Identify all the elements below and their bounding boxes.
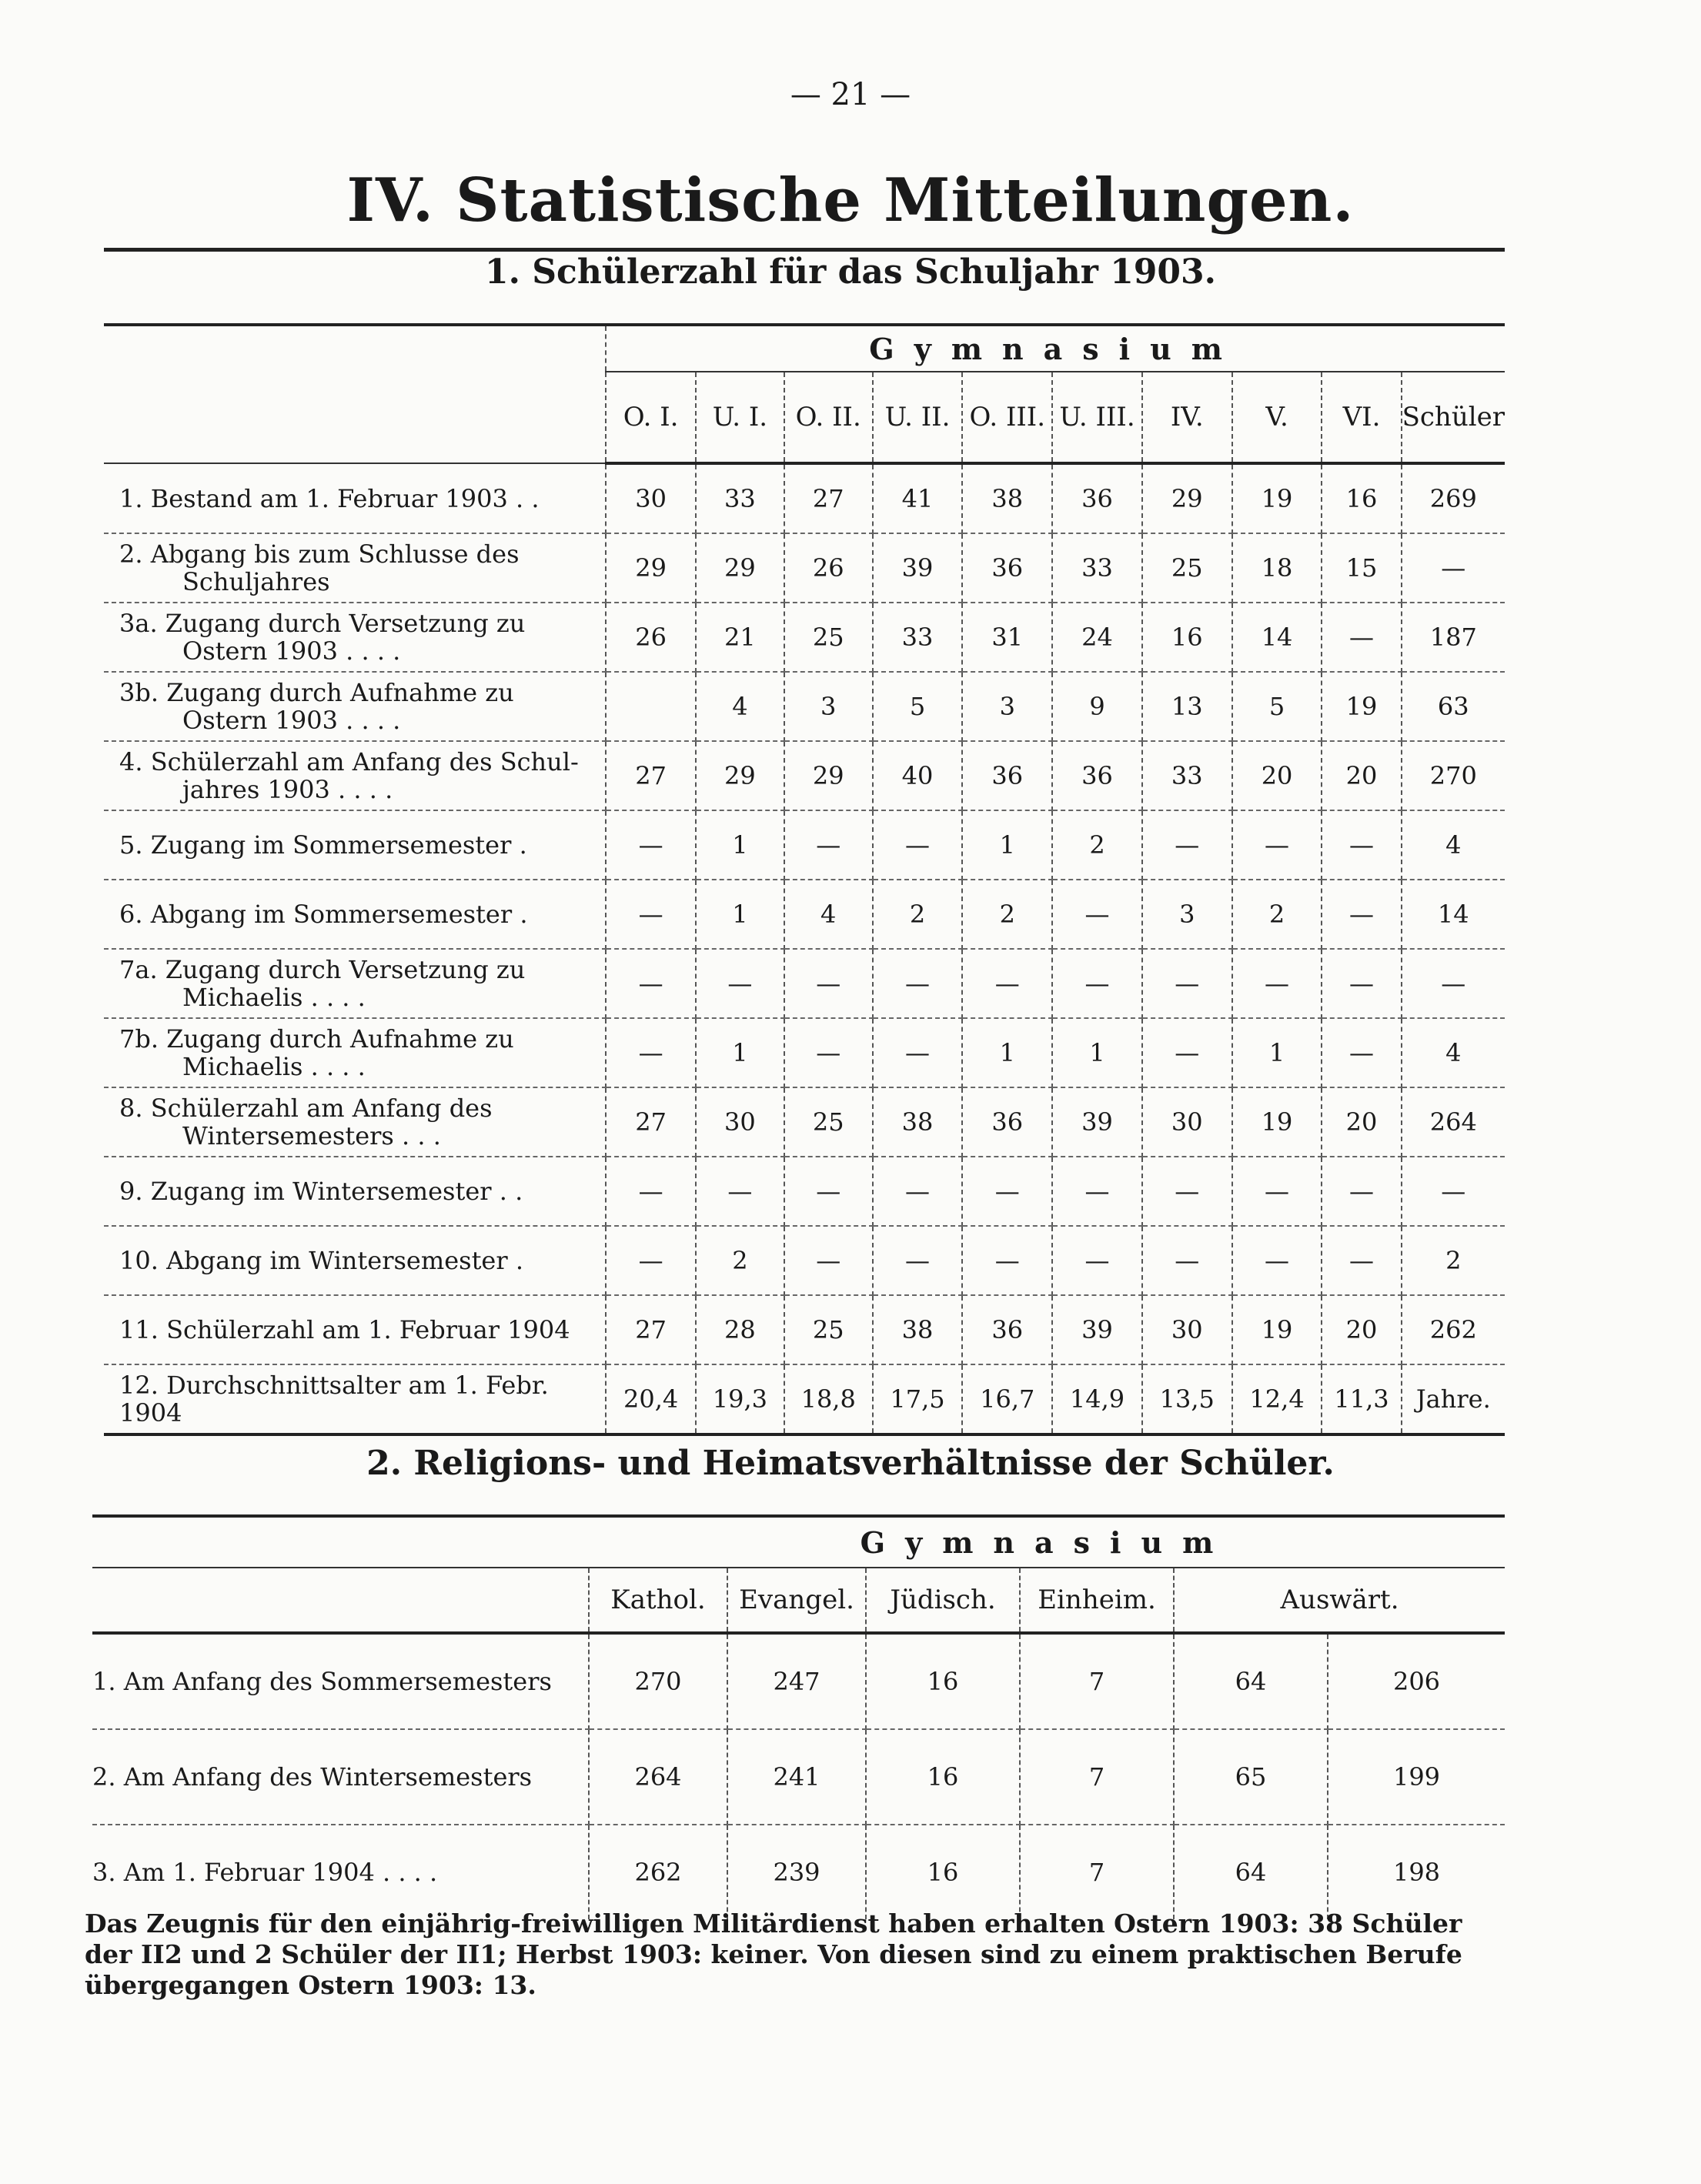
table-row	[104, 741, 1505, 810]
table-cell: 63	[1402, 672, 1505, 741]
table-row	[104, 1295, 1505, 1364]
table-cell: 16	[1322, 463, 1401, 533]
row-label-line: 11. Schülerzahl am 1. Februar 1904	[119, 1315, 570, 1344]
table-cell: —	[606, 1157, 696, 1226]
row-label-line: 9. Zugang im Wintersemester . .	[119, 1177, 523, 1206]
row-label: 3. Am 1. Februar 1904 . . . .	[92, 1825, 589, 1919]
table-row	[104, 1018, 1505, 1087]
table-cell: 1	[1052, 1018, 1142, 1087]
table-cell: 4	[1402, 1018, 1505, 1087]
row-label	[104, 880, 606, 949]
table-cell: 19	[1322, 672, 1401, 741]
table-cell: 264	[1402, 1087, 1505, 1157]
row-label-line: 1. Bestand am 1. Februar 1903 . .	[119, 483, 540, 513]
row-label-line: 3b. Zugang durch Aufnahme zu	[119, 678, 514, 707]
table-cell: 25	[1142, 533, 1232, 603]
table-cell: 5	[873, 672, 963, 741]
row-label-line: jahres 1903 . . . .	[182, 775, 393, 804]
table-cell: 16	[866, 1729, 1020, 1825]
column-header: Kathol.	[589, 1568, 727, 1633]
table-cell: —	[606, 1018, 696, 1087]
table-cell: —	[1402, 533, 1505, 603]
table-cell: —	[784, 1226, 873, 1295]
table-cell: 14,9	[1052, 1364, 1142, 1434]
page-number: — 21 —	[790, 77, 911, 112]
table-cell: 36	[962, 1295, 1052, 1364]
row-label-header-blank	[92, 1568, 589, 1633]
table-cell: —	[962, 949, 1052, 1018]
row-label	[104, 533, 606, 603]
table-cell: 36	[1052, 463, 1142, 533]
table-cell: 1	[696, 810, 784, 880]
table-cell: 26	[606, 603, 696, 672]
table-cell: 20	[1322, 1295, 1401, 1364]
table-cell: 36	[962, 741, 1052, 810]
table-cell: 39	[1052, 1087, 1142, 1157]
table-cell: 20,4	[606, 1364, 696, 1434]
table-cell	[606, 672, 696, 741]
table-row	[92, 1633, 1505, 1729]
table-cell: 15	[1322, 533, 1401, 603]
row-label-line: 5. Zugang im Sommersemester .	[119, 830, 527, 860]
table-cell: 25	[784, 1295, 873, 1364]
row-label	[104, 1364, 606, 1434]
row-label	[104, 810, 606, 880]
table-cell: —	[1322, 880, 1401, 949]
row-label	[104, 1087, 606, 1157]
table-cell: —	[1322, 1226, 1401, 1295]
table-cell: 29	[1142, 463, 1232, 533]
table-cell: 38	[873, 1087, 963, 1157]
table-cell: 36	[962, 533, 1052, 603]
table-cell: 16,7	[962, 1364, 1052, 1434]
table-cell: 4	[1402, 810, 1505, 880]
table-cell: —	[1232, 810, 1322, 880]
table-cell: —	[696, 949, 784, 1018]
table-cell: 64	[1174, 1633, 1328, 1729]
table-cell: —	[1052, 880, 1142, 949]
table-cell: 28	[696, 1295, 784, 1364]
table-cell: —	[1232, 1157, 1322, 1226]
table-cell: 1	[696, 880, 784, 949]
note-paragraph: Das Zeugnis für den einjährig-freiwilligen Militärdienst haben erhalten Ostern 1903: 38 Schüler der II2 und 2 Schüler der II1; Herbst 1903: keiner. Von diesen sind zu einem praktischen Berufe übergegangen Ostern 1903: 13.	[85, 1908, 1462, 2000]
group-header: Gymnasium	[606, 325, 1505, 372]
table-cell: 4	[696, 672, 784, 741]
table-cell: 262	[589, 1825, 727, 1919]
column-header: O. I.	[606, 372, 696, 463]
title-rule	[104, 248, 1505, 252]
table-cell: 1	[962, 1018, 1052, 1087]
table-cell: —	[873, 949, 963, 1018]
table-cell: —	[1052, 949, 1142, 1018]
table-cell: —	[784, 1157, 873, 1226]
table-cell: 29	[696, 533, 784, 603]
row-label: 2. Am Anfang des Wintersemesters	[92, 1729, 589, 1825]
table-cell: 29	[606, 533, 696, 603]
column-header: Schüler	[1402, 372, 1505, 463]
row-label	[104, 603, 606, 672]
table-cell: 3	[962, 672, 1052, 741]
table-cell: 270	[1402, 741, 1505, 810]
table-cell: 3	[1142, 880, 1232, 949]
table-cell: 198	[1392, 1858, 1441, 1887]
table-cell: —	[606, 880, 696, 949]
table-row	[104, 463, 1505, 533]
table-cell: 25	[784, 603, 873, 672]
table-cell: 33	[873, 603, 963, 672]
table-cell: 5	[1232, 672, 1322, 741]
table-cell: 20	[1322, 741, 1401, 810]
table-row	[104, 1157, 1505, 1226]
table-cell: 30	[1142, 1087, 1232, 1157]
table-row	[104, 533, 1505, 603]
table-row	[104, 810, 1505, 880]
table-cell: 4	[784, 880, 873, 949]
table-cell: 13	[1142, 672, 1232, 741]
table-row	[104, 1364, 1505, 1434]
table-cell: —	[1322, 949, 1401, 1018]
row-label-line: 4. Schülerzahl am Anfang des Schul-	[119, 747, 579, 776]
table-cell: —	[1402, 949, 1505, 1018]
row-label-line: Ostern 1903 . . . .	[182, 706, 401, 735]
table-row	[104, 1087, 1505, 1157]
table-cell: 19	[1232, 1087, 1322, 1157]
table-cell: 27	[606, 741, 696, 810]
table-cell: —	[1052, 1226, 1142, 1295]
row-label-line: Michaelis . . . .	[182, 983, 366, 1012]
table-cell: 38	[962, 463, 1052, 533]
table-cell: 41	[873, 463, 963, 533]
row-label-line: Wintersemesters . . .	[182, 1121, 441, 1150]
table-cell: 270	[589, 1633, 727, 1729]
main-title: IV. Statistische Mitteilungen.	[346, 165, 1355, 235]
row-label: 1. Am Anfang des Sommersemesters	[92, 1633, 589, 1729]
table-cell: 36	[1052, 741, 1142, 810]
table-cell: 21	[696, 603, 784, 672]
row-label-line: Ostern 1903 . . . .	[182, 636, 401, 666]
table-cell: —	[1052, 1157, 1142, 1226]
group-header: Gymnasium	[589, 1516, 1505, 1568]
table-cell: 7	[1020, 1825, 1174, 1919]
table-cell: 18,8	[784, 1364, 873, 1434]
table-cell: —	[1142, 810, 1232, 880]
table-cell: 16	[866, 1633, 1020, 1729]
table-cell: 14	[1402, 880, 1505, 949]
table-cell: 241	[727, 1729, 866, 1825]
table-cell: —	[784, 949, 873, 1018]
table-cell: 206	[1328, 1633, 1505, 1729]
row-label-header	[104, 325, 606, 463]
table-cell: 14	[1232, 603, 1322, 672]
row-label	[104, 463, 606, 533]
table-cell: 64	[1174, 1825, 1328, 1919]
table-cell: —	[1142, 1157, 1232, 1226]
table-cell: —	[1402, 1157, 1505, 1226]
table-cell: —	[696, 1157, 784, 1226]
table-cell: 17,5	[873, 1364, 963, 1434]
table-cell: 239	[727, 1825, 866, 1919]
table-cell: 38	[873, 1295, 963, 1364]
table-cell: —	[1232, 1226, 1322, 1295]
table-cell: —	[784, 1018, 873, 1087]
student-count-table	[104, 323, 1505, 1436]
row-label-header	[92, 1516, 589, 1568]
row-label-line: 12. Durchschnittsalter am 1. Febr. 1904	[119, 1371, 549, 1428]
table-cell: 31	[962, 603, 1052, 672]
table-cell: 7	[1020, 1729, 1174, 1825]
column-header: Auswärt.	[1174, 1568, 1505, 1633]
table-cell: 2	[962, 880, 1052, 949]
table-cell: 269	[1402, 463, 1505, 533]
row-label-line: 3a. Zugang durch Versetzung zu	[119, 609, 526, 638]
row-label-line: 8. Schülerzahl am Anfang des	[119, 1094, 493, 1123]
table-cell: —	[873, 1226, 963, 1295]
table-cell: 19,3	[696, 1364, 784, 1434]
table-cell: 2	[1232, 880, 1322, 949]
table-cell: —	[873, 1157, 963, 1226]
row-label	[104, 949, 606, 1018]
column-header: O. II.	[784, 372, 873, 463]
table-cell: —	[606, 810, 696, 880]
table-cell: 33	[1142, 741, 1232, 810]
table-cell: 16	[1142, 603, 1232, 672]
row-label-line: 10. Abgang im Wintersemester .	[119, 1246, 523, 1275]
row-label-line: Schuljahres	[182, 567, 330, 596]
table-cell: 2	[873, 880, 963, 949]
table-cell: 20	[1322, 1087, 1401, 1157]
row-label-line: 7b. Zugang durch Aufnahme zu	[119, 1024, 514, 1054]
row-label	[104, 741, 606, 810]
table-cell: —	[1322, 1018, 1401, 1087]
table-cell: 40	[873, 741, 963, 810]
column-header: Jüdisch.	[866, 1568, 1020, 1633]
table-cell: —	[1142, 1226, 1232, 1295]
table-cell: —	[962, 1226, 1052, 1295]
table-row	[104, 880, 1505, 949]
table-cell: 262	[1402, 1295, 1505, 1364]
table-cell: 1	[962, 810, 1052, 880]
column-header: U. I.	[696, 372, 784, 463]
table-cell: —	[606, 1226, 696, 1295]
section1-title: 1. Schülerzahl für das Schuljahr 1903.	[485, 252, 1216, 292]
table-cell: 2	[1402, 1226, 1505, 1295]
row-label	[104, 1295, 606, 1364]
table-cell: 19	[1232, 1295, 1322, 1364]
table-cell: 39	[1052, 1295, 1142, 1364]
table-cell: 65	[1174, 1729, 1328, 1825]
column-header: U. II.	[873, 372, 963, 463]
column-header: IV.	[1142, 372, 1232, 463]
row-label	[104, 672, 606, 741]
table-cell: 29	[696, 741, 784, 810]
table-row	[92, 1825, 1505, 1919]
table-cell: —	[784, 810, 873, 880]
table-cell: —	[873, 810, 963, 880]
table-cell: —	[1322, 810, 1401, 880]
row-label-line: 6. Abgang im Sommersemester .	[119, 900, 528, 929]
table-cell: 30	[1142, 1295, 1232, 1364]
table-cell: 1	[1232, 1018, 1322, 1087]
row-label	[104, 1157, 606, 1226]
row-label	[104, 1018, 606, 1087]
table-cell: 2	[1052, 810, 1142, 880]
table-cell: 11,3	[1322, 1364, 1401, 1434]
table-cell: 187	[1402, 603, 1505, 672]
religion-table	[92, 1514, 1505, 1919]
table-cell: 18	[1232, 533, 1322, 603]
row-label-line: Michaelis . . . .	[182, 1052, 366, 1081]
row-label	[104, 1226, 606, 1295]
table-cell: 2	[696, 1226, 784, 1295]
table-cell: 1	[696, 1018, 784, 1087]
row-label-line: 7a. Zugang durch Versetzung zu	[119, 955, 526, 984]
table-cell: 199	[1328, 1729, 1505, 1825]
table-cell: 30	[696, 1087, 784, 1157]
table-row	[104, 949, 1505, 1018]
table-cell: 12,4	[1232, 1364, 1322, 1434]
column-header: V.	[1232, 372, 1322, 463]
table-cell: 33	[696, 463, 784, 533]
table-cell: 29	[784, 741, 873, 810]
table-row	[104, 1226, 1505, 1295]
table-cell: 27	[784, 463, 873, 533]
table-cell: —	[1322, 603, 1401, 672]
table-cell: 33	[1052, 533, 1142, 603]
table-cell: 30	[606, 463, 696, 533]
table-cell: 25	[784, 1087, 873, 1157]
table-row	[92, 1729, 1505, 1825]
table-cell: —	[1142, 1018, 1232, 1087]
table-cell: 24	[1052, 603, 1142, 672]
table-cell: —	[606, 949, 696, 1018]
table-cell: Jahre.	[1402, 1364, 1505, 1434]
table-cell: 27	[606, 1087, 696, 1157]
table-cell: 264	[589, 1729, 727, 1825]
table-cell: 20	[1232, 741, 1322, 810]
row-label-line: 2. Abgang bis zum Schlusse des	[119, 539, 520, 569]
table-cell: 26	[784, 533, 873, 603]
table-cell: 7	[1020, 1633, 1174, 1729]
table-cell: —	[1232, 949, 1322, 1018]
table-cell: —	[962, 1157, 1052, 1226]
table-cell: 36	[962, 1087, 1052, 1157]
column-header: O. III.	[962, 372, 1052, 463]
table-cell: 9	[1052, 672, 1142, 741]
table-cell: —	[1322, 1157, 1401, 1226]
table-cell: 39	[873, 533, 963, 603]
table-cell: 27	[606, 1295, 696, 1364]
table-row	[104, 672, 1505, 741]
column-header: Evangel.	[727, 1568, 866, 1633]
section2-title: 2. Religions- und Heimatsverhältnisse der Schüler.	[366, 1444, 1335, 1483]
table-cell: —	[873, 1018, 963, 1087]
table-cell: —	[1142, 949, 1232, 1018]
table-cell: 247	[727, 1633, 866, 1729]
column-header: Einheim.	[1020, 1568, 1174, 1633]
table-cell: 19	[1232, 463, 1322, 533]
table-row	[104, 603, 1505, 672]
table-cell: 13,5	[1142, 1364, 1232, 1434]
table-cell: 16	[866, 1825, 1020, 1919]
column-header: U. III.	[1052, 372, 1142, 463]
column-header: VI.	[1322, 372, 1401, 463]
table-cell: 3	[784, 672, 873, 741]
